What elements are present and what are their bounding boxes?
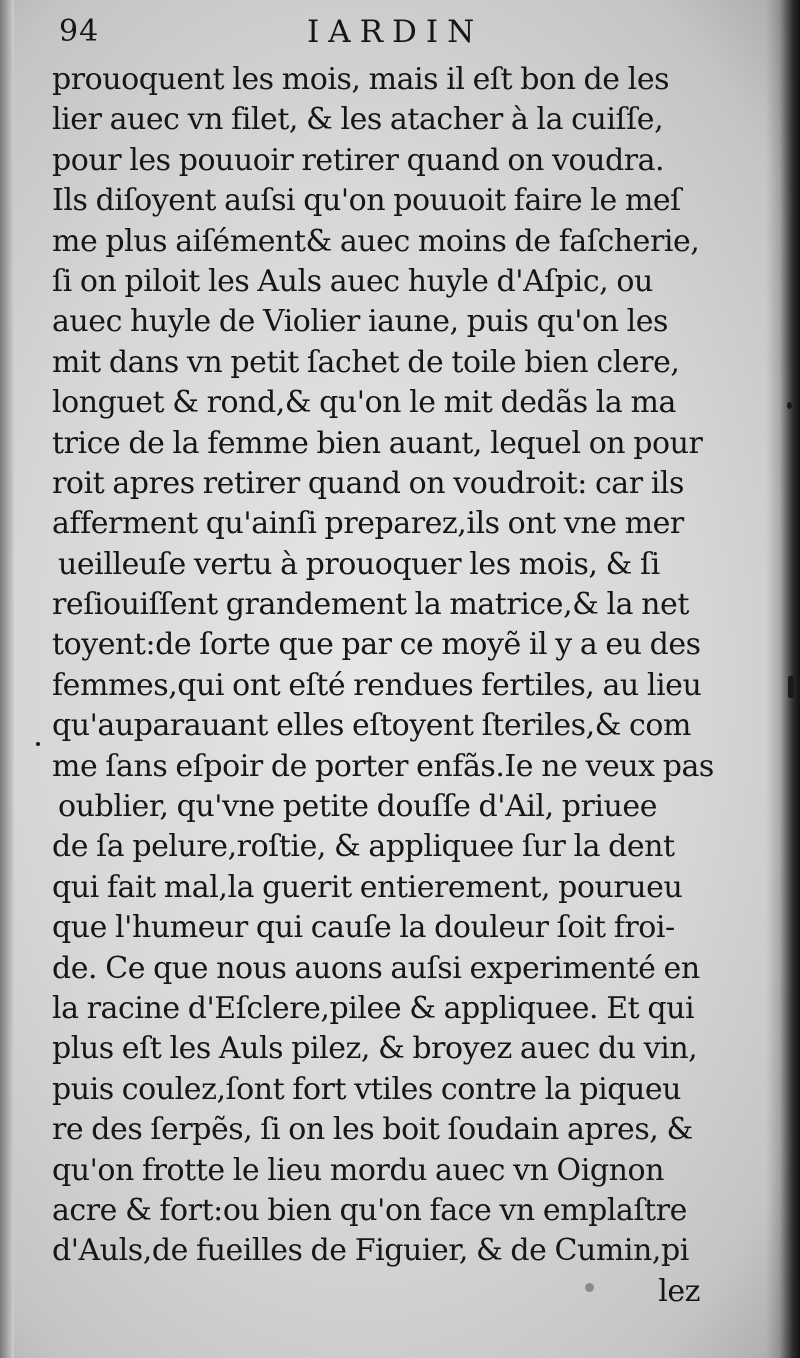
page-gutter-shadow — [0, 0, 14, 1358]
text-line: la racine d'Eſclere,pilee & appliquee. Et qui — [52, 990, 695, 1026]
text-line: mit dans vn petit ſachet de toile bien clere, — [52, 344, 680, 380]
text-line: lier auec vn filet, & les atacher à la cuiſſe, — [52, 102, 664, 138]
text-line: auec huyle de Violier iaune, puis qu'on les — [52, 304, 668, 340]
text-line: puis coulez,ſont fort vtiles contre la piqueu — [52, 1071, 682, 1107]
text-line: me plus aiſément& auec moins de faſcherie, — [52, 223, 700, 259]
text-line: d'Auls,de fueilles de Figuier, & de Cumin,pi — [52, 1233, 689, 1269]
text-line: re des ſerpẽs, ſi on les boit ſoudain apres, & — [52, 1112, 693, 1148]
text-line: longuet & rond,& qu'on le mit dedãs la ma — [52, 385, 676, 421]
text-line: acre & fort:ou bien qu'on face vn emplaſtre — [52, 1192, 687, 1228]
catchword: lez — [658, 1273, 700, 1309]
ink-speck — [788, 676, 794, 698]
text-line: roit apres retirer quand on voudroit: car ils — [52, 465, 684, 501]
text-line: que l'humeur qui cauſe la douleur ſoit froi- — [52, 910, 675, 946]
text-line: qu'on frotte le lieu mordu auec vn Oignon — [52, 1152, 664, 1188]
text-line: me ſans eſpoir de porter enfãs.Ie ne veux pas — [52, 748, 714, 784]
text-line: de ſa pelure,roſtie, & appliquee ſur la dent — [52, 829, 675, 865]
ink-speck — [585, 1283, 594, 1292]
text-line: plus eſt les Auls pilez, & broyez auec du vin, — [52, 1031, 698, 1067]
text-line: toyent:de ſorte que par ce moyẽ il y a eu des — [52, 627, 701, 663]
text-line: trice de la femme bien auant, lequel on pour — [52, 425, 703, 461]
text-line: qui fait mal,la guerit entierement, pourueu — [52, 869, 683, 905]
text-line: afferment qu'ainſi preparez,ils ont vne mer — [52, 506, 684, 542]
text-line: pour les pouuoir retirer quand on voudra. — [52, 142, 665, 178]
page-number: 94 — [59, 14, 100, 49]
text-line: ſi on piloit les Auls auec huyle d'Aſpic, ou — [52, 263, 653, 299]
body-text — [52, 60, 752, 1312]
running-head: IARDIN — [307, 14, 484, 50]
text-line: qu'auparauant elles eſtoyent ſteriles,& com — [52, 708, 691, 744]
text-line: femmes,qui ont eſté rendues fertiles, au lieu — [52, 667, 702, 703]
ink-speck — [787, 402, 792, 409]
text-line: de. Ce que nous auons auſsi experimenté en — [52, 950, 700, 986]
ink-speck — [36, 742, 40, 746]
text-line: prouoquent les mois, mais il eſt bon de les — [52, 62, 670, 97]
text-line: reſiouiſſent grandement la matrice,& la net — [52, 587, 689, 623]
text-line: ueilleuſe vertu à prouoquer les mois, & ſi — [58, 546, 660, 582]
page-edge-shadow — [766, 0, 800, 1358]
page-header — [55, 14, 745, 64]
text-line: oublier, qu'vne petite douſſe d'Ail, priuee — [58, 789, 658, 825]
text-line: Ils diſoyent auſsi qu'on pouuoit faire le meſ — [52, 183, 681, 219]
